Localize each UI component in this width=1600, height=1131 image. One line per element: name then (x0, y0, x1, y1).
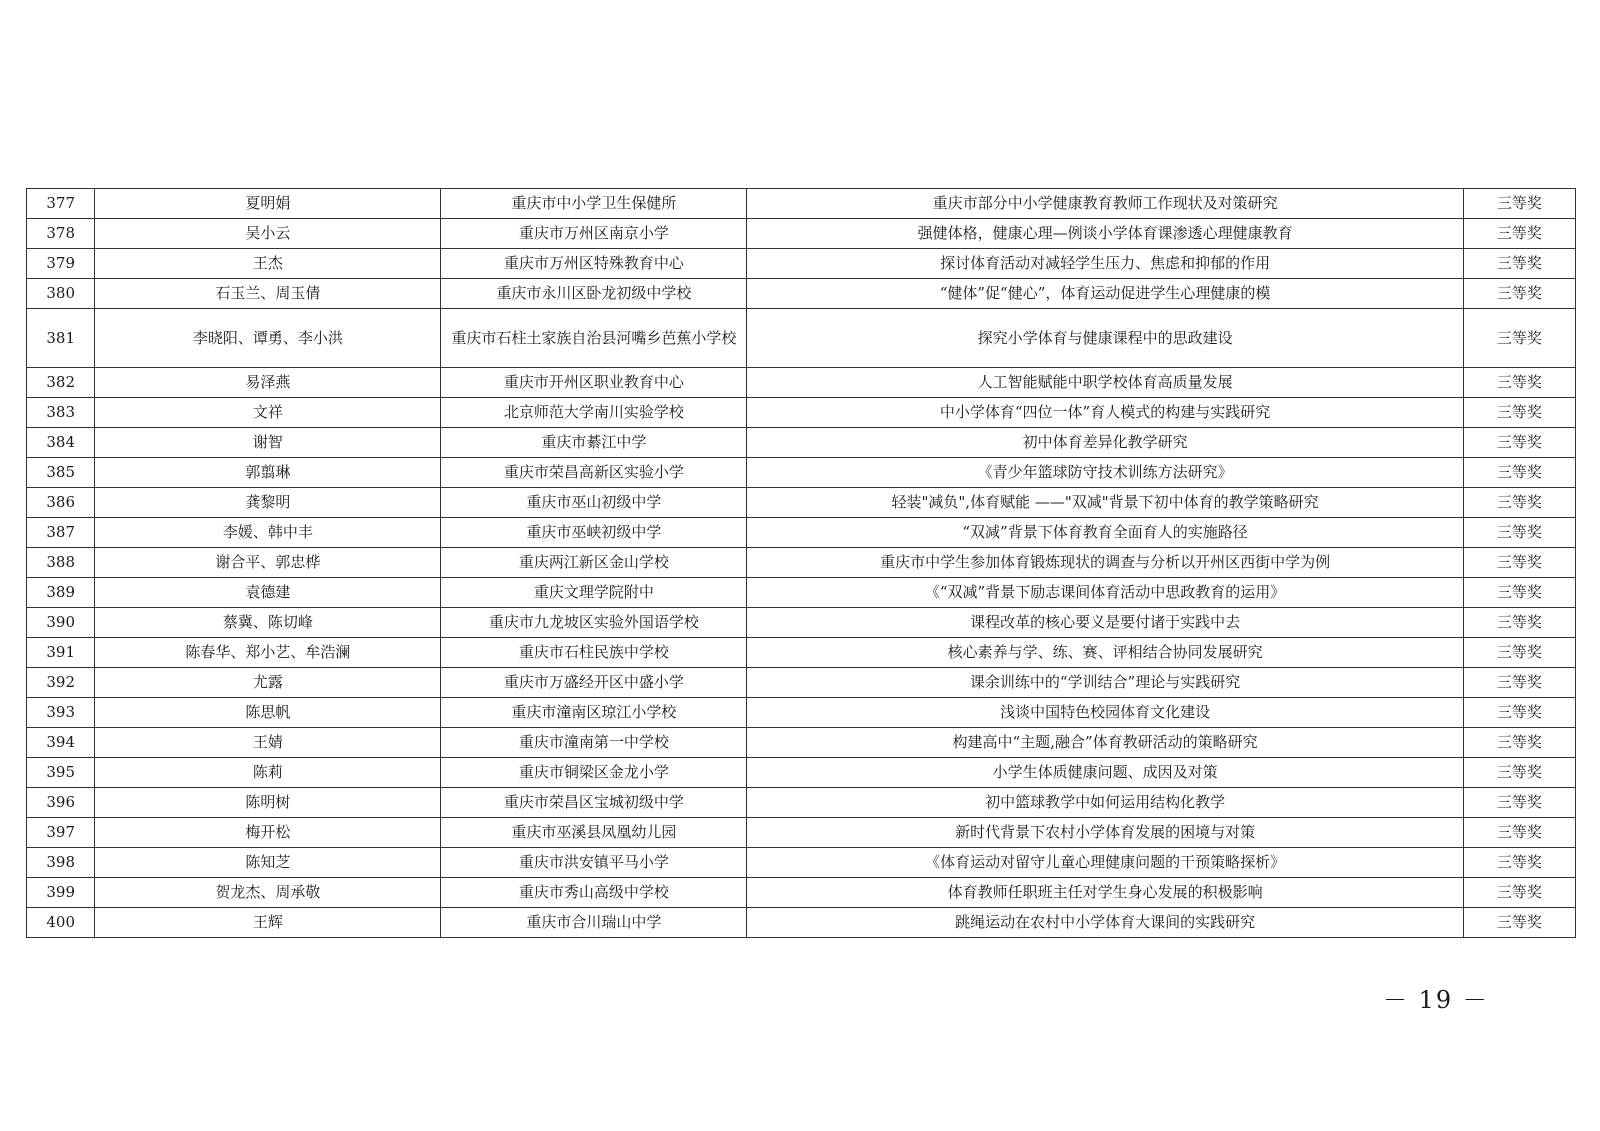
cell-number: 398 (27, 848, 95, 878)
cell-paper-title: 初中篮球教学中如何运用结构化教学 (747, 788, 1463, 818)
cell-number: 391 (27, 638, 95, 668)
cell-paper-title: 核心素养与学、练、赛、评相结合协同发展研究 (747, 638, 1463, 668)
table-row (27, 908, 1576, 938)
cell-author: 易泽燕 (95, 368, 441, 398)
page-number: － 19 － (1383, 986, 1489, 1014)
cell-author: 陈春华、郑小艺、牟浩澜 (95, 638, 441, 668)
table-row (27, 458, 1576, 488)
cell-number: 392 (27, 668, 95, 698)
cell-number: 399 (27, 878, 95, 908)
cell-award: 三等奖 (1463, 428, 1575, 458)
cell-school: 重庆两江新区金山学校 (441, 548, 747, 578)
cell-award: 三等奖 (1463, 818, 1575, 848)
cell-award: 三等奖 (1463, 698, 1575, 728)
awards-table (26, 188, 1576, 938)
cell-author: 蔡冀、陈切峰 (95, 608, 441, 638)
cell-paper-title: 课余训练中的“学训结合”理论与实践研究 (747, 668, 1463, 698)
cell-paper-title: 重庆市中学生参加体育锻炼现状的调查与分析以开州区西街中学为例 (747, 548, 1463, 578)
cell-author: 郭翦琳 (95, 458, 441, 488)
cell-award: 三等奖 (1463, 548, 1575, 578)
table-row (27, 368, 1576, 398)
table-row (27, 668, 1576, 698)
cell-award: 三等奖 (1463, 398, 1575, 428)
cell-number: 377 (27, 189, 95, 219)
cell-number: 390 (27, 608, 95, 638)
cell-author: 王辉 (95, 908, 441, 938)
table-row (27, 279, 1576, 309)
cell-award: 三等奖 (1463, 758, 1575, 788)
cell-paper-title: “健体”促“健心”，体育运动促进学生心理健康的模 (747, 279, 1463, 309)
cell-number: 400 (27, 908, 95, 938)
cell-author: 尤露 (95, 668, 441, 698)
cell-award: 三等奖 (1463, 279, 1575, 309)
table-row (27, 398, 1576, 428)
cell-author: 李媛、韩中丰 (95, 518, 441, 548)
cell-award: 三等奖 (1463, 368, 1575, 398)
table-row (27, 638, 1576, 668)
cell-author: 袁德建 (95, 578, 441, 608)
cell-number: 378 (27, 219, 95, 249)
cell-number: 397 (27, 818, 95, 848)
cell-number: 389 (27, 578, 95, 608)
cell-award: 三等奖 (1463, 458, 1575, 488)
cell-award: 三等奖 (1463, 878, 1575, 908)
cell-paper-title: 初中体育差异化教学研究 (747, 428, 1463, 458)
table-row (27, 878, 1576, 908)
cell-paper-title: 中小学体育“四位一体”育人模式的构建与实践研究 (747, 398, 1463, 428)
cell-paper-title: 新时代背景下农村小学体育发展的困境与对策 (747, 818, 1463, 848)
cell-school: 重庆市荣昌高新区实验小学 (441, 458, 747, 488)
cell-author: 陈明树 (95, 788, 441, 818)
cell-paper-title: 人工智能赋能中职学校体育高质量发展 (747, 368, 1463, 398)
cell-school: 重庆市石柱土家族自治县河嘴乡芭蕉小学校 (441, 309, 747, 368)
cell-paper-title: 探究小学体育与健康课程中的思政建设 (747, 309, 1463, 368)
cell-number: 396 (27, 788, 95, 818)
cell-award: 三等奖 (1463, 728, 1575, 758)
table-row (27, 728, 1576, 758)
cell-school: 重庆市潼南第一中学校 (441, 728, 747, 758)
cell-number: 379 (27, 249, 95, 279)
cell-number: 380 (27, 279, 95, 309)
cell-school: 重庆市万州区南京小学 (441, 219, 747, 249)
cell-school: 重庆文理学院附中 (441, 578, 747, 608)
cell-school: 重庆市永川区卧龙初级中学校 (441, 279, 747, 309)
cell-paper-title: 浅谈中国特色校园体育文化建设 (747, 698, 1463, 728)
table-row (27, 608, 1576, 638)
table-row (27, 788, 1576, 818)
cell-number: 394 (27, 728, 95, 758)
table-row (27, 818, 1576, 848)
table-row (27, 758, 1576, 788)
cell-award: 三等奖 (1463, 908, 1575, 938)
cell-number: 385 (27, 458, 95, 488)
cell-award: 三等奖 (1463, 309, 1575, 368)
cell-award: 三等奖 (1463, 249, 1575, 279)
cell-award: 三等奖 (1463, 219, 1575, 249)
cell-school: 北京师范大学南川实验学校 (441, 398, 747, 428)
table-row (27, 548, 1576, 578)
cell-school: 重庆市开州区职业教育中心 (441, 368, 747, 398)
cell-school: 重庆市中小学卫生保健所 (441, 189, 747, 219)
cell-paper-title: 《体育运动对留守儿童心理健康问题的干预策略探析》 (747, 848, 1463, 878)
cell-number: 393 (27, 698, 95, 728)
cell-paper-title: 探讨体育活动对减轻学生压力、焦虑和抑郁的作用 (747, 249, 1463, 279)
cell-paper-title: 构建高中“主题,融合”体育教研活动的策略研究 (747, 728, 1463, 758)
cell-number: 384 (27, 428, 95, 458)
cell-award: 三等奖 (1463, 189, 1575, 219)
cell-author: 文祥 (95, 398, 441, 428)
cell-paper-title: 体育教师任职班主任对学生身心发展的积极影响 (747, 878, 1463, 908)
cell-school: 重庆市洪安镇平马小学 (441, 848, 747, 878)
cell-author: 梅开松 (95, 818, 441, 848)
cell-paper-title: 课程改革的核心要义是要付诸于实践中去 (747, 608, 1463, 638)
cell-paper-title: 跳绳运动在农村中小学体育大课间的实践研究 (747, 908, 1463, 938)
cell-paper-title: 小学生体质健康问题、成因及对策 (747, 758, 1463, 788)
cell-author: 龚黎明 (95, 488, 441, 518)
cell-paper-title: 强健体格，健康心理—例谈小学体育课渗透心理健康教育 (747, 219, 1463, 249)
cell-number: 383 (27, 398, 95, 428)
table-row (27, 578, 1576, 608)
cell-school: 重庆市巫峡初级中学 (441, 518, 747, 548)
awards-table-body (27, 189, 1576, 938)
table-row (27, 428, 1576, 458)
cell-author: 陈思帆 (95, 698, 441, 728)
cell-paper-title: “双减”背景下体育教育全面育人的实施路径 (747, 518, 1463, 548)
cell-author: 李晓阳、谭勇、李小洪 (95, 309, 441, 368)
cell-award: 三等奖 (1463, 578, 1575, 608)
cell-author: 谢智 (95, 428, 441, 458)
cell-paper-title: 《“双减”背景下励志课间体育活动中思政教育的运用》 (747, 578, 1463, 608)
table-row (27, 249, 1576, 279)
cell-author: 吴小云 (95, 219, 441, 249)
cell-award: 三等奖 (1463, 518, 1575, 548)
cell-award: 三等奖 (1463, 848, 1575, 878)
table-row (27, 698, 1576, 728)
cell-author: 王杰 (95, 249, 441, 279)
cell-number: 386 (27, 488, 95, 518)
cell-author: 陈莉 (95, 758, 441, 788)
cell-author: 贺龙杰、周承敬 (95, 878, 441, 908)
cell-award: 三等奖 (1463, 788, 1575, 818)
cell-author: 王婧 (95, 728, 441, 758)
cell-author: 石玉兰、周玉倩 (95, 279, 441, 309)
cell-school: 重庆市石柱民族中学校 (441, 638, 747, 668)
cell-school: 重庆市荣昌区宝城初级中学 (441, 788, 747, 818)
cell-school: 重庆市铜梁区金龙小学 (441, 758, 747, 788)
table-row (27, 309, 1576, 368)
cell-number: 381 (27, 309, 95, 368)
cell-school: 重庆市九龙坡区实验外国语学校 (441, 608, 747, 638)
table-row (27, 189, 1576, 219)
cell-school: 重庆市秀山高级中学校 (441, 878, 747, 908)
cell-award: 三等奖 (1463, 488, 1575, 518)
cell-number: 395 (27, 758, 95, 788)
cell-award: 三等奖 (1463, 638, 1575, 668)
cell-award: 三等奖 (1463, 668, 1575, 698)
table-row (27, 848, 1576, 878)
table-row (27, 219, 1576, 249)
cell-author: 陈知芝 (95, 848, 441, 878)
table-row (27, 518, 1576, 548)
cell-paper-title: 《青少年篮球防守技术训练方法研究》 (747, 458, 1463, 488)
cell-paper-title: 重庆市部分中小学健康教育教师工作现状及对策研究 (747, 189, 1463, 219)
cell-paper-title: 轻装"减负",体育赋能 ——"双减"背景下初中体育的教学策略研究 (747, 488, 1463, 518)
cell-school: 重庆市万盛经开区中盛小学 (441, 668, 747, 698)
cell-school: 重庆市巫山初级中学 (441, 488, 747, 518)
cell-school: 重庆市合川瑞山中学 (441, 908, 747, 938)
cell-number: 388 (27, 548, 95, 578)
cell-school: 重庆市綦江中学 (441, 428, 747, 458)
cell-author: 谢合平、郭忠桦 (95, 548, 441, 578)
table-row (27, 488, 1576, 518)
cell-award: 三等奖 (1463, 608, 1575, 638)
cell-number: 382 (27, 368, 95, 398)
cell-number: 387 (27, 518, 95, 548)
cell-school: 重庆市巫溪县凤凰幼儿园 (441, 818, 747, 848)
cell-author: 夏明娟 (95, 189, 441, 219)
cell-school: 重庆市潼南区琼江小学校 (441, 698, 747, 728)
cell-school: 重庆市万州区特殊教育中心 (441, 249, 747, 279)
